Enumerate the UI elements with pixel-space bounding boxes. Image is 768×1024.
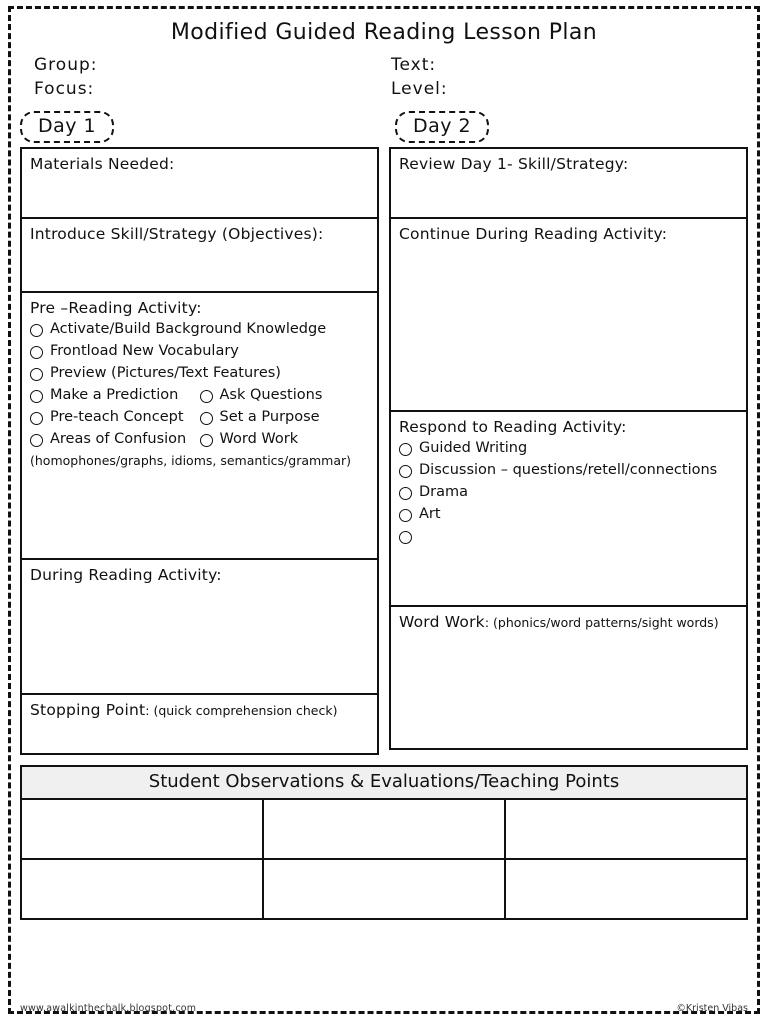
observations-heading: Student Observations & Evaluations/Teaching Points	[22, 767, 746, 800]
continue-during-reading-section[interactable]	[391, 219, 746, 412]
checkbox-option[interactable]	[399, 482, 738, 503]
circle-checkbox-icon[interactable]	[200, 434, 213, 447]
page-footer	[20, 1003, 748, 1014]
checkbox-option-blank[interactable]	[399, 526, 738, 544]
option-label: Ask Questions	[219, 387, 323, 404]
day-tags-row	[20, 111, 748, 143]
page-content	[20, 16, 748, 920]
pre-reading-options-right	[200, 385, 370, 451]
day-1-tag: Day 1	[20, 111, 114, 143]
checkbox-option[interactable]	[399, 438, 738, 459]
option-label: Make a Prediction	[50, 387, 179, 404]
day-1-column	[20, 147, 379, 755]
header-fields	[34, 55, 748, 103]
materials-needed-section[interactable]	[22, 149, 377, 219]
stopping-point-section[interactable]	[22, 695, 377, 753]
field-group-label: Group:	[34, 55, 98, 75]
respond-to-reading-label: Respond to Reading Activity:	[399, 418, 627, 436]
checkbox-option[interactable]	[399, 504, 738, 525]
table-cell[interactable]	[506, 800, 746, 858]
circle-checkbox-icon[interactable]	[30, 412, 43, 425]
review-day1-label: Review Day 1- Skill/Strategy:	[399, 155, 629, 173]
circle-checkbox-icon[interactable]	[399, 465, 412, 478]
checkbox-option[interactable]	[30, 341, 369, 362]
option-label: Pre-teach Concept	[50, 409, 184, 426]
word-work-title: Word Work	[399, 613, 485, 631]
page-title: Modified Guided Reading Lesson Plan	[170, 20, 598, 45]
stopping-point-label	[30, 701, 369, 719]
checkbox-option[interactable]	[30, 385, 200, 406]
checkbox-option[interactable]	[30, 407, 200, 428]
review-day1-section[interactable]	[391, 149, 746, 219]
pre-reading-options-paired	[30, 385, 369, 451]
circle-checkbox-icon[interactable]	[399, 531, 412, 544]
word-work-section[interactable]	[391, 607, 746, 748]
day1-tag-wrap	[20, 111, 373, 143]
checkbox-option[interactable]	[30, 429, 200, 450]
checkbox-option[interactable]	[30, 319, 369, 340]
introduce-skill-section[interactable]	[22, 219, 377, 293]
introduce-skill-label: Introduce Skill/Strategy (Objectives):	[30, 225, 324, 243]
option-label: Areas of Confusion	[50, 431, 187, 448]
circle-checkbox-icon[interactable]	[30, 368, 43, 381]
circle-checkbox-icon[interactable]	[399, 509, 412, 522]
during-reading-section[interactable]	[22, 560, 377, 695]
checkbox-option[interactable]	[399, 460, 738, 481]
day2-tag-wrap	[373, 111, 748, 143]
stopping-point-title: Stopping Point	[30, 701, 146, 719]
table-row	[22, 800, 746, 860]
checkbox-option[interactable]	[200, 407, 370, 428]
continue-during-reading-label: Continue During Reading Activity:	[399, 225, 668, 243]
circle-checkbox-icon[interactable]	[30, 346, 43, 359]
pre-reading-options-stacked	[30, 319, 369, 384]
checkbox-option[interactable]	[30, 363, 369, 384]
circle-checkbox-icon[interactable]	[200, 412, 213, 425]
circle-checkbox-icon[interactable]	[200, 390, 213, 403]
table-cell[interactable]	[264, 860, 506, 918]
day-2-column	[389, 147, 748, 750]
respond-to-reading-section[interactable]	[391, 412, 746, 607]
table-cell[interactable]	[22, 860, 264, 918]
circle-checkbox-icon[interactable]	[30, 434, 43, 447]
pre-reading-options-left	[30, 385, 200, 451]
table-cell[interactable]	[22, 800, 264, 858]
during-reading-label: During Reading Activity:	[30, 566, 222, 584]
pre-reading-note: (homophones/graphs, idioms, semantics/grammar)	[30, 453, 352, 469]
header-fields-right	[391, 55, 748, 103]
header-fields-left	[34, 55, 391, 103]
option-label: Drama	[419, 484, 469, 501]
footer-website: www.awalkinthechalk.blogspot.com	[20, 1003, 197, 1014]
checkbox-option[interactable]	[200, 429, 370, 450]
pre-reading-label: Pre –Reading Activity:	[30, 299, 202, 317]
circle-checkbox-icon[interactable]	[399, 487, 412, 500]
circle-checkbox-icon[interactable]	[399, 443, 412, 456]
plan-columns	[20, 147, 748, 755]
option-label: Discussion – questions/retell/connections	[419, 462, 718, 479]
field-text-label: Text:	[391, 55, 437, 75]
option-label: Set a Purpose	[219, 409, 320, 426]
footer-copyright: ©Kristen Vibas	[676, 1003, 748, 1014]
observations-grid	[22, 800, 746, 918]
observations-table	[20, 765, 748, 920]
day-2-tag: Day 2	[395, 111, 489, 143]
pre-reading-section[interactable]	[22, 293, 377, 560]
table-row	[22, 860, 746, 918]
respond-options	[399, 438, 738, 544]
word-work-subtitle: : (phonics/word patterns/sight words)	[484, 615, 719, 630]
table-cell[interactable]	[264, 800, 506, 858]
word-work-label	[399, 613, 738, 631]
materials-needed-label: Materials Needed:	[30, 155, 175, 173]
option-label: Guided Writing	[419, 440, 528, 456]
checkbox-option[interactable]	[200, 385, 370, 406]
option-label: Preview (Pictures/Text Features)	[50, 365, 281, 382]
option-label: Art	[419, 506, 441, 523]
field-focus-label: Focus:	[34, 79, 95, 99]
option-label: Activate/Build Background Knowledge	[50, 321, 327, 337]
option-label: Frontload New Vocabulary	[50, 343, 239, 360]
stopping-point-subtitle: : (quick comprehension check)	[145, 703, 338, 718]
field-level-label: Level:	[391, 79, 448, 99]
option-label: Word Work	[219, 431, 299, 448]
table-cell[interactable]	[506, 860, 746, 918]
circle-checkbox-icon[interactable]	[30, 390, 43, 403]
circle-checkbox-icon[interactable]	[30, 324, 43, 337]
